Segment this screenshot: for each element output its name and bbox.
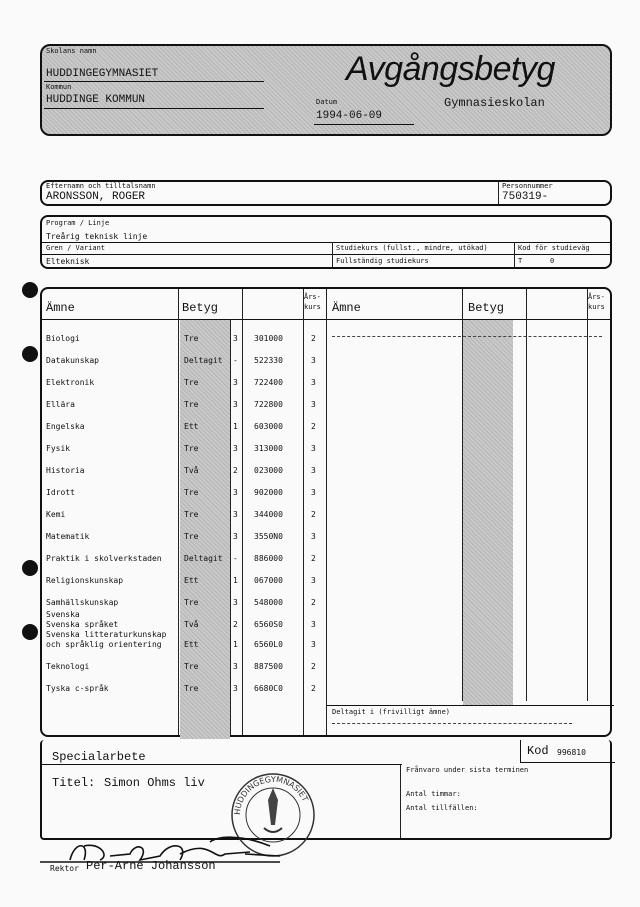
table-row [42,662,326,676]
grade-cell: Två [184,620,199,629]
course-code-cell: 313000 [254,444,283,453]
table-row [42,334,326,348]
grade-number-cell: 3 [233,378,238,387]
col-grade-right: Betyg [468,301,505,315]
grade-number-cell: 3 [233,444,238,453]
signature-name: Per-Arne Johansson [86,859,216,873]
year-cell: 3 [311,378,316,387]
grade-cell: Tre [184,598,199,607]
grade-number-cell: 3 [233,334,238,343]
subject-cell: och språklig orientering [46,640,162,649]
code-label: Kod för studieväg [518,244,590,252]
year-cell: 3 [311,640,316,649]
col-year: Års-kurs [304,293,321,311]
year-cell: 2 [311,422,316,431]
subject-cell: Idrott [46,488,75,497]
date: 1994-06-09 [316,110,383,122]
year-cell: 3 [311,400,316,409]
grade-cell: Ett [184,640,199,649]
grade-cell: Tre [184,684,199,693]
branch-label: Gren / Variant [46,244,106,252]
subject-cell: Biologi [46,334,80,343]
course-code-cell: 722800 [254,400,283,409]
pnr: 750319- [502,191,549,203]
table-row [42,444,326,458]
grade-number-cell: - [233,554,238,563]
course-code-cell: 344000 [254,510,283,519]
special-title: Simon Ohms liv [104,776,205,790]
grade-cell: Tre [184,334,199,343]
table-row [42,356,326,370]
course-value: Fullständig studiekurs [336,257,429,265]
voluntary-label: Deltagit i (frivilligt ämne) [332,708,451,716]
year-cell: 2 [311,334,316,343]
subject-cell: Datakunskap [46,356,99,365]
grade-cell: Ett [184,422,199,431]
school-name: HUDDINGEGYMNASIET [46,68,159,80]
course-code-cell: 023000 [254,466,283,475]
special-code: 996810 [557,748,586,757]
subject-cell: Svenska litteraturkunskap [46,630,167,639]
grade-number-cell: 3 [233,598,238,607]
grade-cell: Deltagit [184,554,223,563]
subject-cell: Svenska språket [46,620,119,629]
absence-hours: Antal timmar: [406,790,461,798]
grade-number-cell: 1 [233,422,238,431]
subject-cell: Elektronik [46,378,95,387]
course-code-cell: 902000 [254,488,283,497]
col-subject-right: Ämne [332,301,361,315]
grade-cell: Deltagit [184,356,223,365]
special-label: Specialarbete [52,750,146,764]
grade-cell: Tre [184,444,199,453]
subject-cell: Fysik [46,444,71,453]
absence-occasions: Antal tillfällen: [406,804,478,812]
table-row [42,684,326,698]
col-year-right: Års-kurs [588,293,605,311]
code-a: T [518,257,523,265]
binder-hole [22,346,38,362]
col-grade: Betyg [182,301,219,315]
table-row [42,466,326,480]
course-code-cell: 3550N0 [254,532,283,541]
subject-cell: Tyska c-språk [46,684,109,693]
binder-hole [22,282,38,298]
subject-cell: Engelska [46,422,85,431]
table-row [42,378,326,392]
branch-value: Elteknisk [46,257,90,266]
year-cell: 2 [311,554,316,563]
municipality: HUDDINGE KOMMUN [46,94,146,106]
course-code-cell: 301000 [254,334,283,343]
grade-number-cell: 2 [233,466,238,475]
grade-number-cell: 2 [233,620,238,629]
course-code-cell: 067000 [254,576,283,585]
grade-cell: Två [184,466,199,475]
student-name: ARONSSON, ROGER [46,191,146,203]
year-cell: 3 [311,356,316,365]
year-cell: 3 [311,532,316,541]
signature-role: Rektor [50,864,79,873]
course-code-cell: 548000 [254,598,283,607]
special-box [40,740,612,840]
subject-cell: Ellära [46,400,75,409]
grade-cell: Tre [184,400,199,409]
special-title-label: Titel: [52,776,96,790]
grade-number-cell: 3 [233,488,238,497]
subject-cell: Religionskunskap [46,576,124,585]
program-value: Treårig teknisk linje [46,232,148,241]
course-code-cell: 522330 [254,356,283,365]
subject-cell: Praktik i skolverkstaden [46,554,162,563]
program-label: Program / Linje [46,219,110,227]
table-row [42,400,326,414]
grade-rows [42,289,326,709]
grade-number-cell: 1 [233,640,238,649]
special-code-label: Kod [527,744,549,758]
pnr-label: Personnummer [502,182,553,190]
subject-cell: Svenska [46,610,80,619]
grade-column-shade-right [463,319,513,705]
year-cell: 2 [311,684,316,693]
grade-number-cell: - [233,356,238,365]
school-label: Skolans namn [46,47,97,55]
table-row [42,576,326,590]
document-title: Avgångsbetyg [346,50,555,88]
student-box [40,180,612,206]
binder-hole [22,624,38,640]
grade-cell: Tre [184,488,199,497]
table-row [42,422,326,436]
course-code-cell: 887500 [254,662,283,671]
course-code-cell: 722400 [254,378,283,387]
table-row [42,640,326,654]
code-b: 0 [550,257,555,265]
grade-cell: Tre [184,378,199,387]
subject-cell: Kemi [46,510,66,519]
subject-cell: Samhällskunskap [46,598,119,607]
course-code-cell: 6560L0 [254,640,283,649]
date-label: Datum [316,98,338,106]
subject-cell: Teknologi [46,662,90,671]
grade-number-cell: 3 [233,684,238,693]
grade-number-cell: 3 [233,510,238,519]
grade-cell: Tre [184,510,199,519]
year-cell: 2 [311,662,316,671]
year-cell: 3 [311,488,316,497]
header-box [40,44,612,136]
course-code-cell: 6560S0 [254,620,283,629]
grade-cell: Tre [184,662,199,671]
course-code-cell: 6680C0 [254,684,283,693]
grade-number-cell: 3 [233,662,238,671]
subject-cell: Historia [46,466,85,475]
course-code-cell: 603000 [254,422,283,431]
year-cell: 2 [311,598,316,607]
grade-cell: Ett [184,576,199,585]
year-cell: 3 [311,466,316,475]
year-cell: 3 [311,620,316,629]
binder-hole [22,560,38,576]
year-cell: 3 [311,576,316,585]
grade-number-cell: 1 [233,576,238,585]
course-code-cell: 886000 [254,554,283,563]
table-row [42,488,326,502]
grades-table [40,287,612,737]
col-subject: Ämne [46,301,75,315]
grade-cell: Tre [184,532,199,541]
program-box [40,215,612,269]
svg-text:HUDDINGEGYMNASIET: HUDDINGEGYMNASIET [232,774,310,816]
name-label: Efternamn och tilltalsnamn [46,182,156,190]
grade-number-cell: 3 [233,532,238,541]
year-cell: 3 [311,444,316,453]
table-row [42,510,326,524]
table-row [42,532,326,546]
document-subtitle: Gymnasieskolan [444,96,545,110]
year-cell: 2 [311,510,316,519]
municipality-label: Kommun [46,83,72,91]
table-row [42,554,326,568]
course-label: Studiekurs (fullst., mindre, utökad) [336,244,488,252]
absence-label: Frånvaro under sista terminen [406,766,529,774]
grade-number-cell: 3 [233,400,238,409]
subject-cell: Matematik [46,532,90,541]
